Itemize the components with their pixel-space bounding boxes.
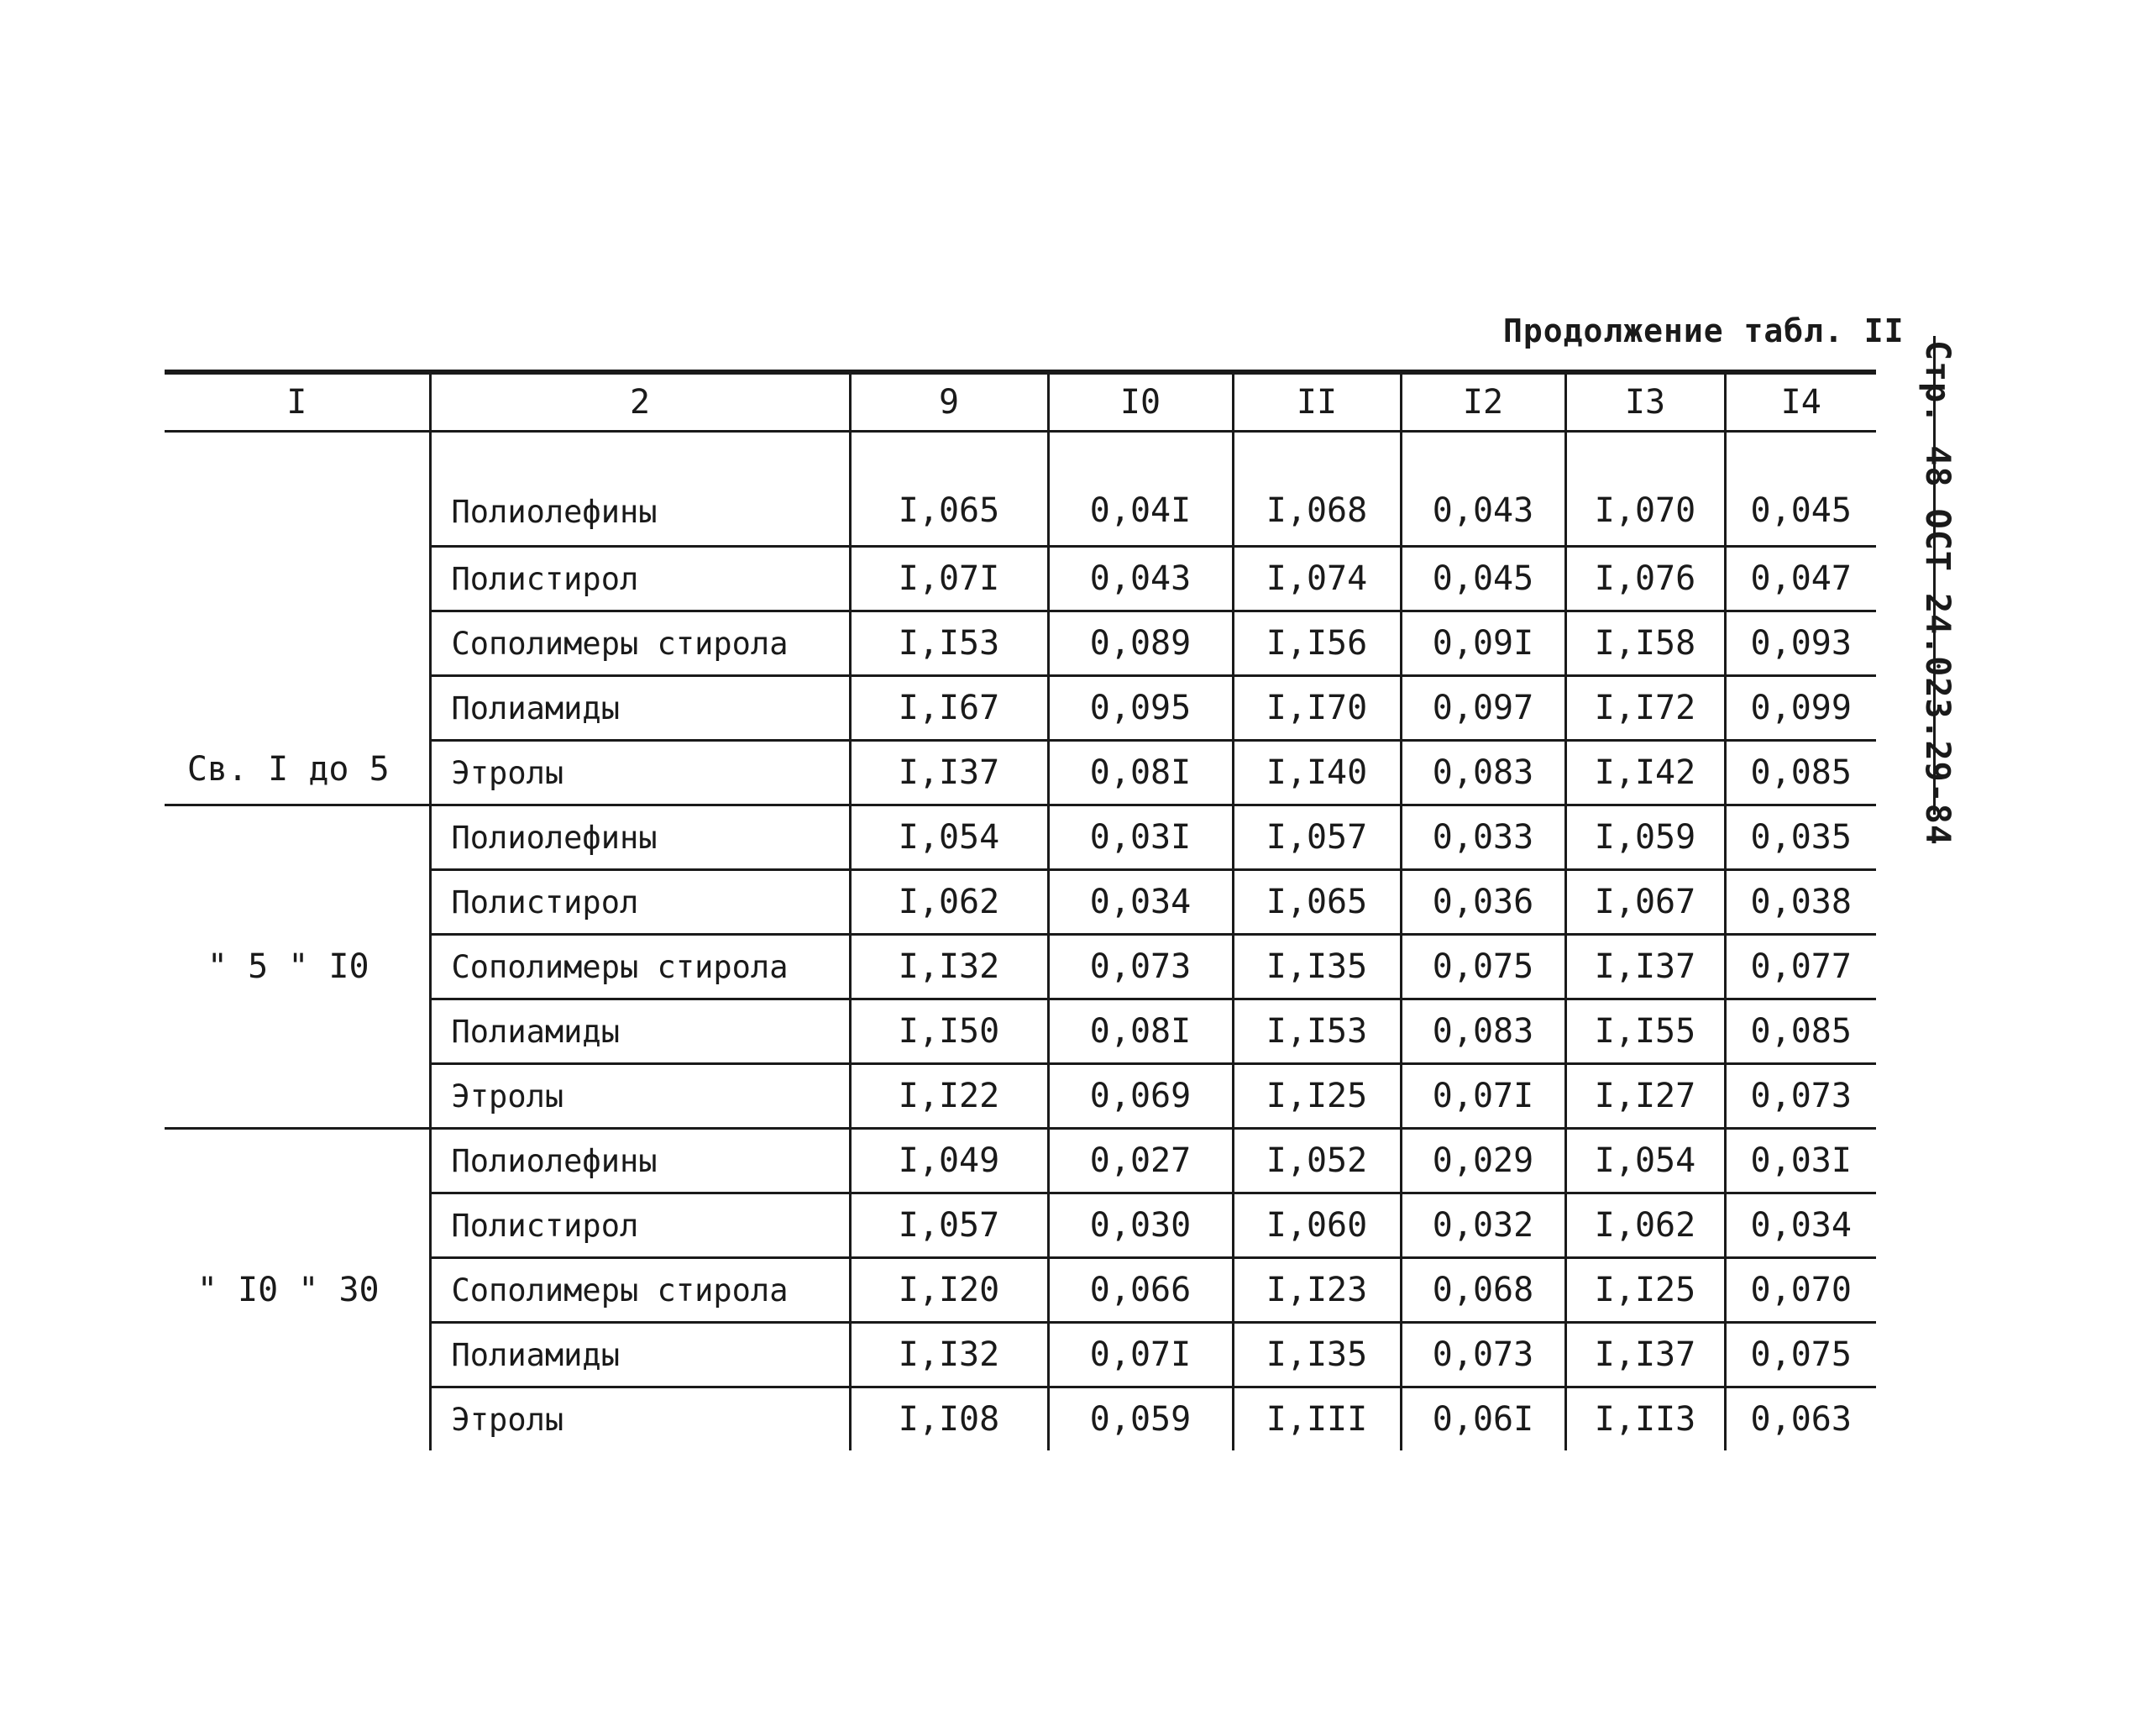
column-header: I4 — [1725, 372, 1876, 432]
coefficient-cell: I,052 — [1233, 1129, 1401, 1193]
material-name: Полистирол — [430, 1193, 850, 1258]
coefficient-cell: I,I32 — [850, 935, 1048, 999]
coefficient-cell: 0,038 — [1725, 870, 1876, 935]
material-name: Этролы — [430, 1387, 850, 1451]
coefficient-cell: 0,045 — [1401, 547, 1565, 611]
coefficient-cell: 0,043 — [1048, 547, 1233, 611]
coefficient-cell: I,070 — [1565, 432, 1725, 547]
coefficient-cell: I,I27 — [1565, 1064, 1725, 1129]
column-header: II — [1233, 372, 1401, 432]
coefficient-cell: 0,089 — [1048, 611, 1233, 676]
coefficient-cell: 0,034 — [1725, 1193, 1876, 1258]
coefficient-cell: 0,083 — [1401, 999, 1565, 1064]
coefficient-cell: I,074 — [1233, 547, 1401, 611]
material-name: Полиолефины — [430, 805, 850, 870]
coefficient-cell: 0,063 — [1725, 1387, 1876, 1451]
coefficient-cell: I,I22 — [850, 1064, 1048, 1129]
coefficient-cell: 0,095 — [1048, 676, 1233, 741]
column-header: I2 — [1401, 372, 1565, 432]
material-name: Полистирол — [430, 547, 850, 611]
coefficient-cell: 0,068 — [1401, 1258, 1565, 1323]
coefficient-cell: 0,034 — [1048, 870, 1233, 935]
material-name: Этролы — [430, 1064, 850, 1129]
coefficient-cell: 0,036 — [1401, 870, 1565, 935]
coefficient-cell: 0,073 — [1048, 935, 1233, 999]
coefficient-cell: 0,097 — [1401, 676, 1565, 741]
size-range-label: Св. I до 5 — [165, 432, 430, 805]
coefficient-cell: 0,099 — [1725, 676, 1876, 741]
coefficient-cell: I,065 — [850, 432, 1048, 547]
coefficient-cell: I,I53 — [1233, 999, 1401, 1064]
coefficient-cell: I,I23 — [1233, 1258, 1401, 1323]
coefficient-cell: 0,07I — [1048, 1323, 1233, 1387]
coefficient-cell: I,076 — [1565, 547, 1725, 611]
column-header: I — [165, 372, 430, 432]
coefficient-cell: I,I70 — [1233, 676, 1401, 741]
coefficient-cell: I,I58 — [1565, 611, 1725, 676]
coefficient-cell: 0,08I — [1048, 999, 1233, 1064]
coefficient-cell: I,057 — [850, 1193, 1048, 1258]
coefficient-cell: I,I08 — [850, 1387, 1048, 1451]
coefficient-cell: I,060 — [1233, 1193, 1401, 1258]
size-range-label: " 5 " I0 — [165, 805, 430, 1129]
coefficient-cell: I,I42 — [1565, 741, 1725, 805]
coefficient-cell: I,054 — [850, 805, 1048, 870]
coefficient-cell: I,062 — [1565, 1193, 1725, 1258]
coefficient-cell: 0,033 — [1401, 805, 1565, 870]
coefficient-cell: 0,07I — [1401, 1064, 1565, 1129]
coefficient-cell: 0,073 — [1725, 1064, 1876, 1129]
table-body — [165, 432, 1876, 1451]
coefficient-cell: I,067 — [1565, 870, 1725, 935]
coefficient-cell: I,III — [1233, 1387, 1401, 1451]
coefficient-cell: I,I67 — [850, 676, 1048, 741]
coefficient-cell: I,I32 — [850, 1323, 1048, 1387]
coefficient-cell: I,062 — [850, 870, 1048, 935]
coefficient-cell: 0,075 — [1401, 935, 1565, 999]
coefficient-cell: I,I35 — [1233, 1323, 1401, 1387]
coefficient-cell: I,068 — [1233, 432, 1401, 547]
material-name: Полиамиды — [430, 1323, 850, 1387]
coefficient-cell: I,057 — [1233, 805, 1401, 870]
coefficient-cell: 0,073 — [1401, 1323, 1565, 1387]
material-name: Сополимеры стирола — [430, 1258, 850, 1323]
coefficient-cell: I,I72 — [1565, 676, 1725, 741]
coefficient-cell: 0,085 — [1725, 741, 1876, 805]
coefficient-cell: 0,075 — [1725, 1323, 1876, 1387]
coefficient-cell: I,059 — [1565, 805, 1725, 870]
coefficient-cell: 0,066 — [1048, 1258, 1233, 1323]
table-continuation-title: Продолжение табл. II — [1503, 312, 1905, 349]
coefficient-cell: 0,09I — [1401, 611, 1565, 676]
material-name: Полиолефины — [430, 1129, 850, 1193]
coefficient-cell: I,I37 — [1565, 1323, 1725, 1387]
coefficient-cell: I,I40 — [1233, 741, 1401, 805]
column-header: 9 — [850, 372, 1048, 432]
column-header: I3 — [1565, 372, 1725, 432]
material-name: Полиамиды — [430, 676, 850, 741]
material-name: Сополимеры стирола — [430, 611, 850, 676]
coefficient-cell: 0,047 — [1725, 547, 1876, 611]
coefficient-cell: 0,03I — [1725, 1129, 1876, 1193]
coefficient-cell: 0,045 — [1725, 432, 1876, 547]
coefficient-cell: I,I53 — [850, 611, 1048, 676]
coefficient-cell: I,I37 — [850, 741, 1048, 805]
coefficient-cell: 0,04I — [1048, 432, 1233, 547]
size-range-label: " I0 " 30 — [197, 1271, 380, 1309]
table-row — [165, 805, 1876, 870]
coefficient-cell: 0,035 — [1725, 805, 1876, 870]
material-name: Этролы — [430, 741, 850, 805]
coefficient-cell: 0,085 — [1725, 999, 1876, 1064]
coefficient-cell: I,I37 — [1565, 935, 1725, 999]
coefficient-cell: I,I25 — [1233, 1064, 1401, 1129]
coefficient-cell: 0,06I — [1401, 1387, 1565, 1451]
coefficient-cell: I,065 — [1233, 870, 1401, 935]
coefficient-cell: I,054 — [1565, 1129, 1725, 1193]
coefficient-cell: 0,077 — [1725, 935, 1876, 999]
coefficient-cell: I,I20 — [850, 1258, 1048, 1323]
coefficient-cell: 0,069 — [1048, 1064, 1233, 1129]
coefficient-cell: 0,083 — [1401, 741, 1565, 805]
coefficient-cell: 0,032 — [1401, 1193, 1565, 1258]
coefficient-cell: I,07I — [850, 547, 1048, 611]
coefficient-cell: I,I50 — [850, 999, 1048, 1064]
coefficient-cell: 0,027 — [1048, 1129, 1233, 1193]
coefficient-cell: 0,070 — [1725, 1258, 1876, 1323]
table-row — [165, 432, 1876, 547]
column-header: 2 — [430, 372, 850, 432]
material-name: Полиамиды — [430, 999, 850, 1064]
coefficient-cell: I,I25 — [1565, 1258, 1725, 1323]
coefficient-cell: I,I35 — [1233, 935, 1401, 999]
coefficient-cell: I,I55 — [1565, 999, 1725, 1064]
material-name: Полистирол — [430, 870, 850, 935]
coefficient-cell: 0,030 — [1048, 1193, 1233, 1258]
coefficient-cell: 0,029 — [1401, 1129, 1565, 1193]
material-name: Сополимеры стирола — [430, 935, 850, 999]
coefficient-cell: I,049 — [850, 1129, 1048, 1193]
coefficient-cell: 0,043 — [1401, 432, 1565, 547]
coefficient-cell: 0,08I — [1048, 741, 1233, 805]
table-header — [165, 372, 1876, 432]
table-row — [165, 1129, 1876, 1193]
material-name: Полиолефины — [430, 432, 850, 547]
coefficient-cell: 0,093 — [1725, 611, 1876, 676]
coefficient-cell: I,I56 — [1233, 611, 1401, 676]
coefficient-cell: 0,03I — [1048, 805, 1233, 870]
column-header: I0 — [1048, 372, 1233, 432]
coefficient-cell: 0,059 — [1048, 1387, 1233, 1451]
coefficient-cell: I,II3 — [1565, 1387, 1725, 1451]
document-code: Стр. 48 ОСТ 24.023.29-84 — [1918, 340, 1957, 846]
data-table — [165, 370, 1876, 1450]
